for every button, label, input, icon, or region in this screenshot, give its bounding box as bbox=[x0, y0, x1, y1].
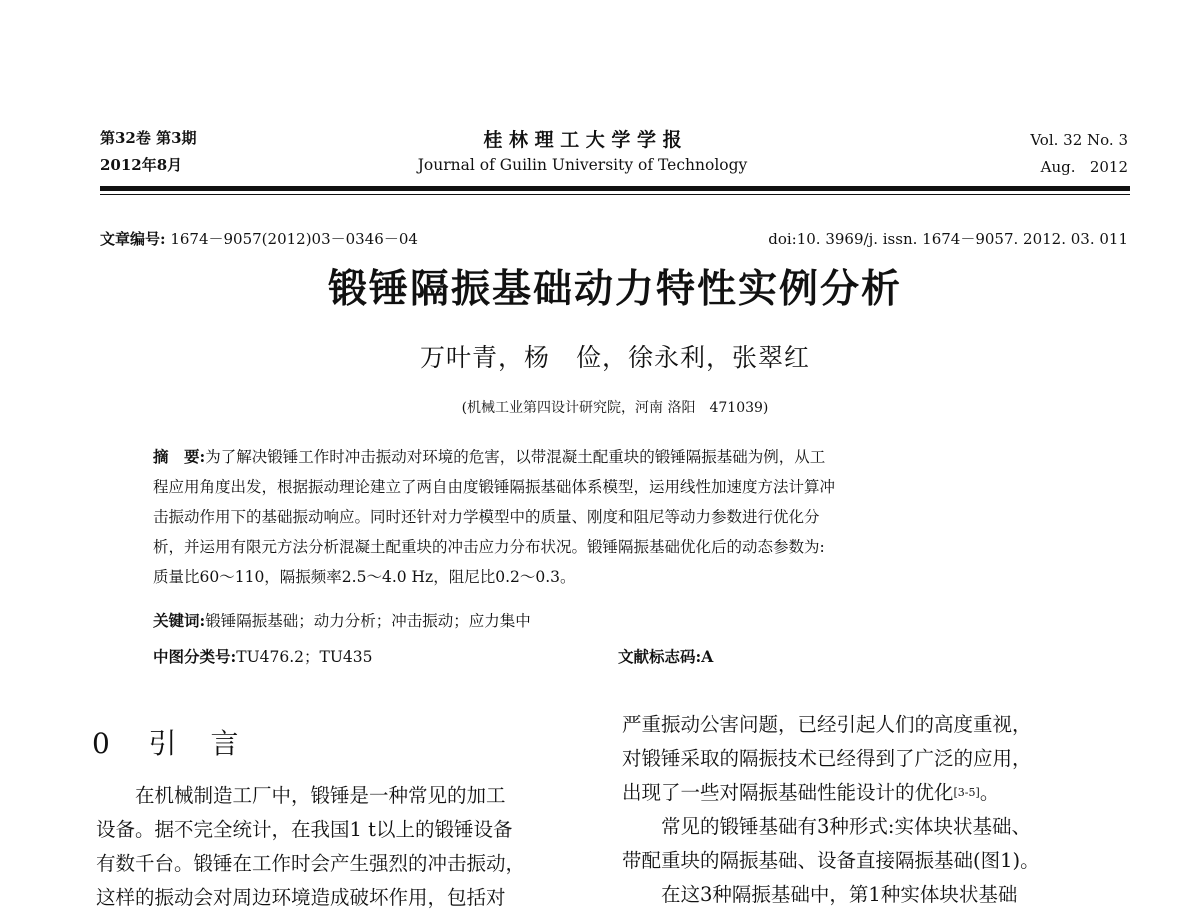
doi: doi:10. 3969/j. issn. 1674－9057. 2012. 03. 011 bbox=[768, 230, 1128, 248]
vol-no: Vol. 32 No. 3 bbox=[1030, 131, 1128, 149]
document-code-label: 文献标志码: bbox=[618, 647, 702, 666]
body-line: 带配重块的隔振基础、设备直接隔振基础(图1)。 bbox=[622, 849, 1040, 872]
abstract-line: 质量比60～110，隔振频率2.5～4.0 Hz，阻尼比0.2～0.3。 bbox=[153, 568, 576, 586]
journal-name-en: Journal of Guilin University of Technology bbox=[417, 156, 748, 174]
body-column-left bbox=[96, 779, 601, 915]
volume-issue: 第32卷 第3期 bbox=[100, 129, 197, 147]
body-line: 在这3种隔振基础中，第1种实体块状基础 bbox=[622, 883, 1018, 906]
affiliation: (机械工业第四设计研究院，河南 洛阳 471039) bbox=[461, 400, 769, 416]
body-line: 有数千台。锻锤在工作时会产生强烈的冲击振动， bbox=[96, 852, 526, 875]
body-column-right bbox=[622, 708, 1132, 912]
classification bbox=[153, 645, 373, 667]
abstract-line: 程应用角度出发，根据振动理论建立了两自由度锻锤隔振基础体系模型，运用线性加速度方法计算冲 bbox=[153, 478, 836, 496]
paper-title: 锻锤隔振基础动力特性实例分析 bbox=[327, 267, 902, 312]
article-number-label: 文章编号: bbox=[100, 230, 166, 248]
body-line: 常见的锻锤基础有3种形式:实体块状基础、 bbox=[622, 815, 1031, 838]
classification-text: TU476.2；TU435 bbox=[236, 648, 373, 666]
header-rule-thin bbox=[100, 194, 1130, 195]
header-rule-thick bbox=[100, 186, 1130, 191]
article-number bbox=[100, 228, 418, 249]
citation: [3-5] bbox=[953, 786, 980, 799]
authors: 万叶青，杨 俭，徐永利，张翠红 bbox=[419, 343, 810, 372]
body-line: 对锻锤采取的隔振技术已经得到了广泛的应用， bbox=[622, 747, 1032, 770]
article-number-value: 1674－9057(2012)03－0346－04 bbox=[170, 230, 418, 248]
date-en: Aug. 2012 bbox=[1040, 158, 1128, 176]
body-line: 这样的振动会对周边环境造成破坏作用，包括对 bbox=[96, 886, 506, 909]
journal-name-cn: 桂 林 理 工 大 学 学 报 bbox=[483, 129, 682, 151]
section-heading bbox=[92, 722, 242, 762]
document-code bbox=[618, 645, 713, 667]
body-line: 设备。据不完全统计，在我国1 t以上的锻锤设备 bbox=[96, 818, 513, 841]
section-number: 0 bbox=[92, 727, 113, 760]
body-line: 严重振动公害问题，已经引起人们的高度重视， bbox=[622, 713, 1032, 736]
keywords-text: 锻锤隔振基础；动力分析；冲击振动；应力集中 bbox=[205, 612, 531, 630]
section-title: 引 言 bbox=[148, 727, 242, 760]
abstract-label: 摘 要: bbox=[153, 447, 206, 466]
classification-label: 中图分类号: bbox=[153, 647, 237, 666]
document-code-value: A bbox=[701, 647, 714, 666]
abstract bbox=[153, 442, 1083, 592]
body-line: 出现了一些对隔振基础性能设计的优化[3-5]。 bbox=[622, 781, 1000, 804]
date-cn: 2012年8月 bbox=[100, 156, 183, 174]
body-line: 在机械制造工厂中，锻锤是一种常见的加工 bbox=[96, 784, 506, 807]
abstract-line: 析，并运用有限元方法分析混凝土配重块的冲击应力分布状况。锻锤隔振基础优化后的动态参数为: bbox=[153, 538, 825, 556]
keywords bbox=[153, 609, 531, 631]
abstract-line: 摘 要:为了解决锻锤工作时冲击振动对环境的危害，以带混凝土配重块的锻锤隔振基础为例，从工 bbox=[153, 447, 826, 466]
keywords-label: 关键词: bbox=[153, 611, 206, 630]
abstract-line: 击振动作用下的基础振动响应。同时还针对力学模型中的质量、刚度和阻尼等动力参数进行优化分 bbox=[153, 508, 820, 526]
